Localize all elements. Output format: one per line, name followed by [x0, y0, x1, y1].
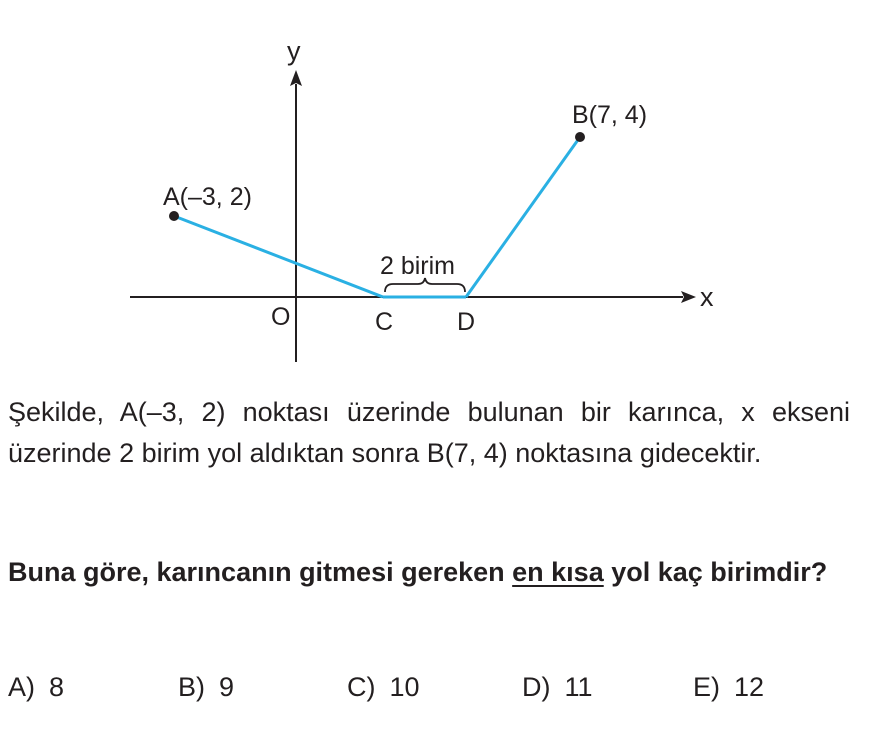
choice-letter: C)	[347, 672, 376, 702]
x-axis-arrow-icon	[681, 291, 696, 303]
choice-letter: D)	[522, 672, 551, 702]
point-c-label: C	[375, 308, 394, 336]
choice-c[interactable]	[347, 667, 420, 707]
choice-letter: B)	[178, 672, 205, 702]
y-axis-label: y	[287, 36, 301, 66]
y-axis-arrow-icon	[290, 70, 302, 86]
choice-value: 8	[49, 672, 65, 702]
question-emphasis: en kısa	[512, 557, 604, 587]
choice-d[interactable]	[522, 667, 593, 707]
point-d-label: D	[457, 308, 476, 336]
segment-ac	[174, 216, 383, 297]
choice-b[interactable]	[178, 667, 234, 707]
question-before: Buna göre, karıncanın gitmesi gereken	[8, 557, 513, 587]
origin-label: O	[271, 303, 291, 331]
answer-choices	[8, 667, 868, 707]
question-text	[8, 552, 850, 593]
choice-value: 9	[219, 672, 235, 702]
x-axis-label: x	[700, 282, 714, 312]
point-a	[169, 211, 179, 221]
question-after: yol kaç birimdir?	[603, 557, 828, 587]
choice-value: 11	[564, 672, 593, 702]
choice-a[interactable]	[8, 667, 64, 707]
choice-e[interactable]	[693, 667, 764, 707]
choice-value: 10	[389, 672, 420, 702]
choice-value: 12	[734, 672, 765, 702]
segment-db	[466, 137, 580, 297]
problem-statement: Şekilde, A(–3, 2) noktası üzerinde bulunan bir karınca, x ekseni üzerinde 2 birim yol aldıktan sonra B(7, 4) noktasına gidecektir.	[8, 397, 850, 468]
choice-letter: A)	[8, 672, 35, 702]
segment-cd-brace	[385, 278, 465, 292]
point-b	[575, 132, 585, 142]
segment-cd-label: 2 birim	[380, 252, 456, 280]
point-a-label: A(–3, 2)	[163, 183, 252, 211]
choice-letter: E)	[693, 672, 720, 702]
point-b-label: B(7, 4)	[572, 101, 648, 129]
